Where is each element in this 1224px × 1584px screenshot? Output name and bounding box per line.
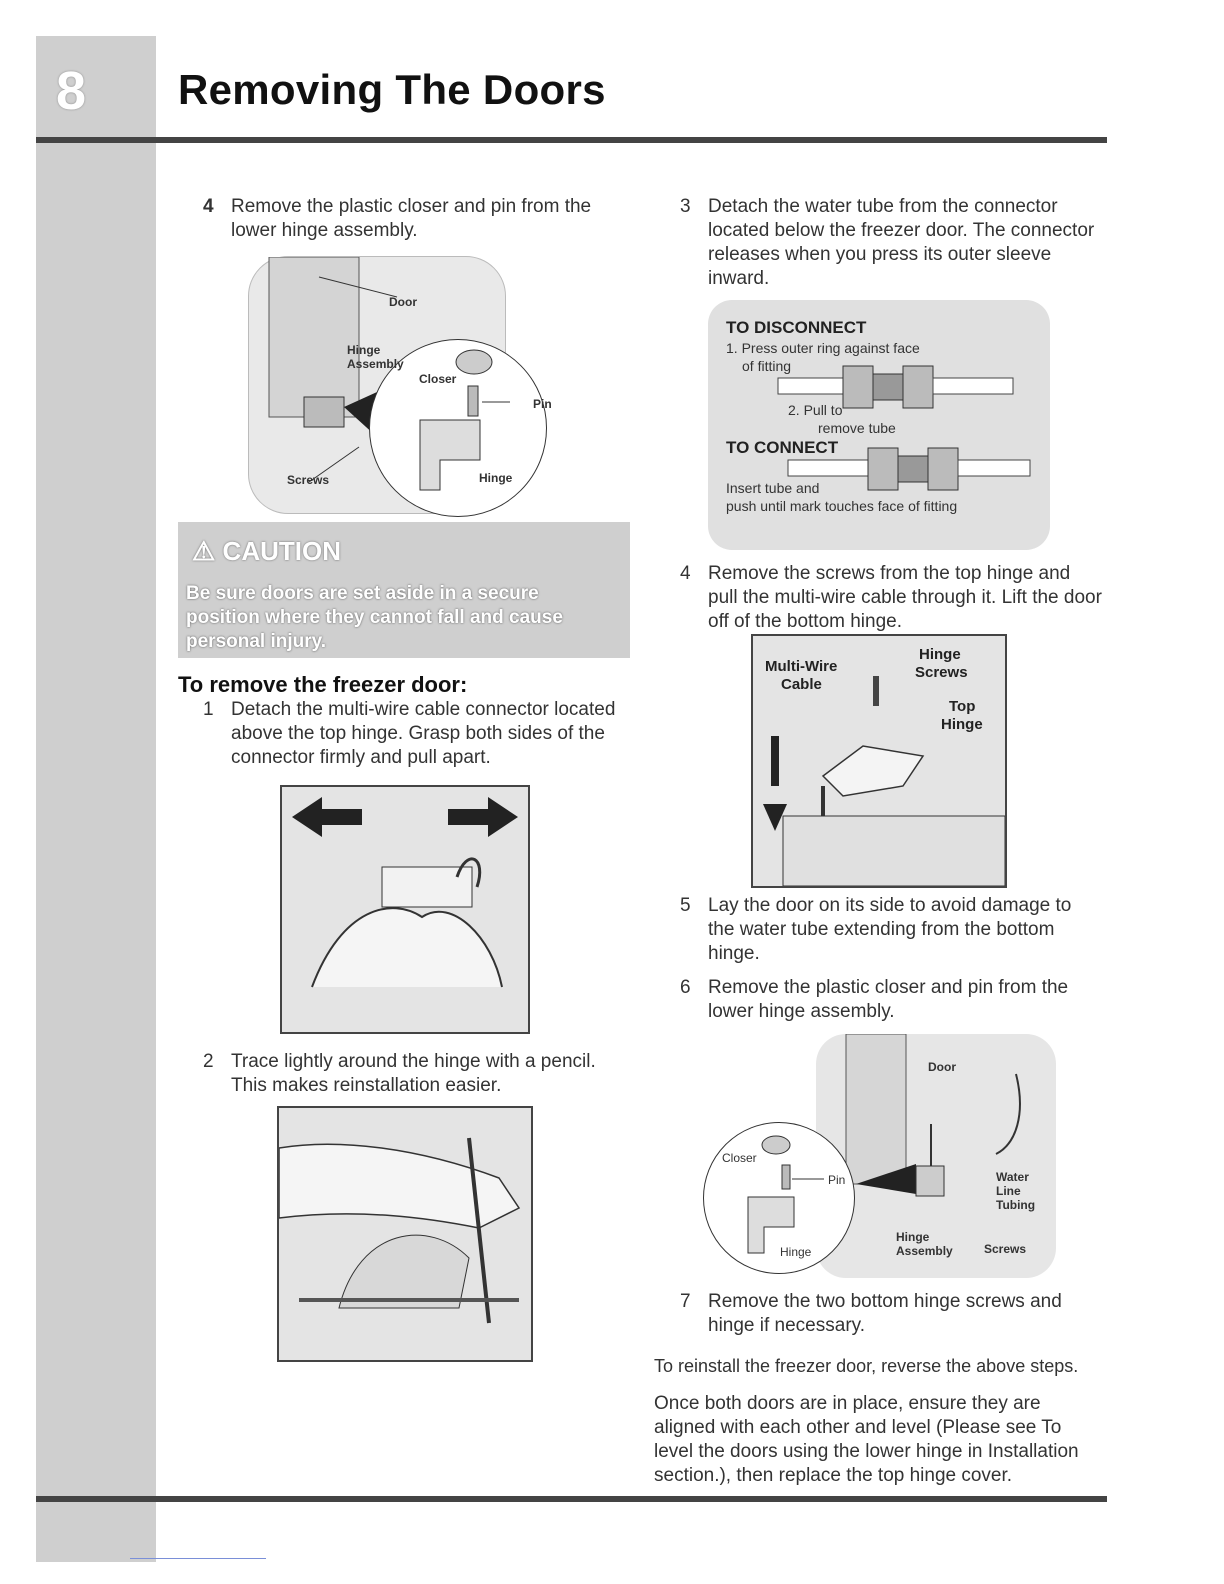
label-top: Top (949, 698, 976, 715)
label-hinge-top: Hinge (919, 646, 961, 663)
step-number: 1 (203, 699, 214, 720)
disconnect-step1b: of fitting (742, 358, 792, 374)
disconnect-title: TO DISCONNECT (726, 318, 867, 337)
disconnect-step1a: 1. Press outer ring against face (726, 340, 920, 356)
connect-step2: push until mark touches face of fitting (726, 498, 958, 514)
label-hinge-lower: Hinge (780, 1245, 812, 1259)
label-top-hinge: Hinge (941, 716, 983, 733)
label-closer: Closer (419, 372, 457, 386)
label-hinge-assembly: Hinge Assembly (347, 343, 404, 371)
chapter-number: 8 (55, 61, 87, 121)
disconnect-step2b: remove tube (818, 420, 896, 436)
step-text: Detach the multi-wire cable connector located above the top hinge. Grasp both sides of the connector firmly and pull apart. (231, 699, 616, 768)
step-text: Remove the two bottom hinge screws and hinge if necessary. (708, 1291, 1062, 1336)
reinstall-note: To reinstall the freezer door, reverse the above steps. (654, 1356, 1079, 1376)
page-title: Removing The Doors (178, 66, 606, 113)
step-text: Remove the screws from the top hinge and pull the multi-wire cable through it. Lift the door off of the bottom hinge. (708, 563, 1102, 632)
cable-connector-figure (280, 785, 530, 1034)
step-text: Remove the plastic closer and pin from the lower hinge assembly. (231, 196, 592, 241)
header-rule (36, 137, 1107, 143)
chapter-sidebar (36, 36, 156, 1562)
step-number: 4 (203, 196, 214, 217)
lower-detail-circle (703, 1122, 855, 1274)
warning-icon: ⚠ (192, 536, 223, 566)
step-number: 6 (680, 977, 691, 998)
tube-fitting-illustration (708, 300, 1050, 550)
cable-connector-illustration (282, 787, 528, 1032)
label-door: Door (389, 295, 417, 309)
step-text: Detach the water tube from the connector located below the freezer door. The connector releases when you press its outer sleeve inward. (708, 196, 1095, 289)
caution-title (192, 536, 341, 567)
label-multi-wire: Multi-Wire (765, 658, 838, 675)
step-number: 5 (680, 895, 691, 916)
pencil-trace-illustration (279, 1108, 531, 1360)
step-number: 2 (203, 1051, 214, 1072)
label-pin: Pin (533, 397, 552, 411)
step-number: 3 (680, 196, 691, 217)
step-number: 7 (680, 1291, 691, 1312)
step-text: Lay the door on its side to avoid damage to the water tube extending from the bottom hinge. (708, 895, 1072, 964)
caution-text: Be sure doors are set aside in a secure position where they cannot fall and cause personal injury. (186, 583, 563, 652)
label-screws-top: Screws (915, 664, 968, 681)
lower-detail-illustration (704, 1123, 854, 1273)
step-text: Trace lightly around the hinge with a pencil. This makes reinstallation easier. (231, 1051, 596, 1096)
label-hinge: Hinge (479, 471, 513, 485)
label-water: Water (996, 1170, 1029, 1184)
footer-link-underline (130, 1558, 266, 1559)
freezer-door-subheading: To remove the freezer door: (178, 672, 468, 697)
label-pin-lower: Pin (828, 1173, 846, 1187)
label-screws-lower: Screws (984, 1242, 1027, 1256)
footer-rule (36, 1496, 1107, 1502)
caution-box (178, 522, 630, 658)
label-line: Line (996, 1184, 1021, 1198)
connect-title: TO CONNECT (726, 438, 839, 457)
label-cable: Cable (781, 676, 822, 693)
label-hinge-a: Hinge (896, 1230, 930, 1244)
connect-step1: Insert tube and (726, 480, 820, 496)
disconnect-step2a: 2. Pull to (788, 402, 843, 418)
caution-title-text: CAUTION (222, 536, 341, 566)
step-number: 4 (680, 563, 691, 584)
label-door-lower: Door (928, 1060, 956, 1074)
final-note: Once both doors are in place, ensure they are aligned with each other and level (Please see To level the doors using the lower hinge in Installation section.), then replace the top hinge cover. (654, 1393, 1079, 1486)
label-closer-lower: Closer (722, 1151, 757, 1165)
lower-hinge-figure (248, 256, 552, 514)
step-text: Remove the plastic closer and pin from the lower hinge assembly. (708, 977, 1069, 1022)
water-tube-connector-figure (708, 300, 1050, 550)
pencil-trace-figure (277, 1106, 533, 1362)
label-screws: Screws (287, 473, 330, 487)
label-assembly: Assembly (896, 1244, 953, 1258)
top-hinge-figure (751, 634, 1007, 888)
label-tubing: Tubing (996, 1198, 1036, 1212)
